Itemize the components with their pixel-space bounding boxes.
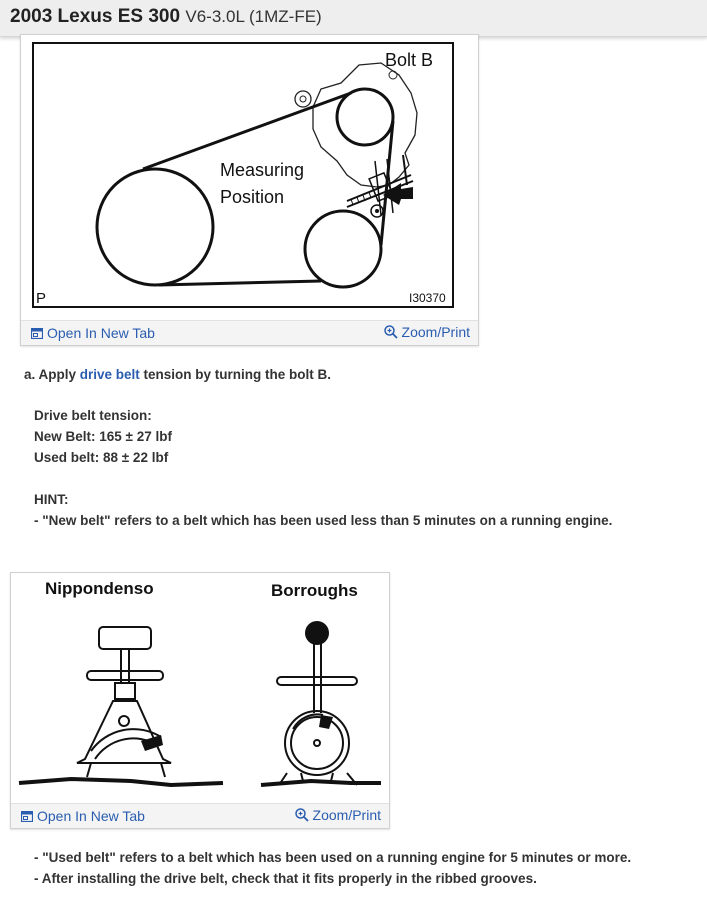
figure-corner-label: P xyxy=(36,290,47,307)
hint-heading: HINT: xyxy=(34,492,69,507)
page-title xyxy=(10,6,322,28)
open-new-tab-link[interactable] xyxy=(21,808,145,824)
bolt-b-label: Bolt B xyxy=(385,50,434,70)
nippondenso-gauge xyxy=(77,627,171,777)
drive-belt-link[interactable]: drive belt xyxy=(79,367,140,382)
idler-pulley xyxy=(337,89,393,145)
figure-toolbar xyxy=(11,803,389,828)
hint-block xyxy=(34,489,612,531)
figure-toolbar xyxy=(21,320,478,345)
hint-block-continued xyxy=(34,847,631,889)
zoom-print-link[interactable] xyxy=(384,324,470,340)
zoom-in-icon xyxy=(295,808,309,822)
belt-routing-figure xyxy=(20,34,479,346)
borroughs-knob xyxy=(305,621,329,645)
zoom-in-icon xyxy=(384,325,398,339)
open-new-tab-icon xyxy=(21,811,33,822)
tension-specs xyxy=(34,405,172,468)
tension-new-belt: New Belt: 165 ± 27 lbf xyxy=(34,429,172,444)
tension-gauge-diagram xyxy=(11,573,389,803)
open-new-tab-icon xyxy=(31,328,43,339)
tension-gauge-figure xyxy=(10,572,390,829)
open-new-tab-label: Open In New Tab xyxy=(47,325,155,341)
zoom-print-link[interactable] xyxy=(295,807,381,823)
engine-subtitle: V6-3.0L (1MZ-FE) xyxy=(185,7,322,26)
zoom-print-label: Zoom/Print xyxy=(401,324,470,340)
borroughs-label: Borroughs xyxy=(271,581,358,600)
open-new-tab-link[interactable] xyxy=(31,325,155,341)
nippondenso-label: Nippondenso xyxy=(45,579,154,598)
step-a-text xyxy=(24,364,331,385)
belt-routing-diagram xyxy=(21,35,478,319)
hint-item: - "Used belt" refers to a belt which has been used on a running engine for 5 minutes or more. xyxy=(34,850,632,865)
hint-item: - "New belt" refers to a belt which has been used less than 5 minutes on a running engine. xyxy=(34,513,613,528)
step-a-prefix: a. Apply xyxy=(24,367,80,382)
zoom-print-label: Zoom/Print xyxy=(312,807,381,823)
open-new-tab-label: Open In New Tab xyxy=(37,808,145,824)
crankshaft-pulley xyxy=(97,169,213,285)
figure-id-label: I30370 xyxy=(409,291,446,305)
vehicle-title: 2003 Lexus ES 300 xyxy=(10,6,181,27)
borroughs-gauge xyxy=(277,643,357,785)
tensioner-pulley xyxy=(305,211,381,287)
measuring-label-line2: Position xyxy=(220,187,285,207)
page-header xyxy=(0,0,707,37)
measuring-label-line1: Measuring xyxy=(220,160,305,180)
tension-heading: Drive belt tension: xyxy=(34,408,152,423)
step-a-suffix: tension by turning the bolt B. xyxy=(139,367,332,382)
hint-item: - After installing the drive belt, check that it fits properly in the ribbed grooves. xyxy=(34,871,537,886)
tension-used-belt: Used belt: 88 ± 22 lbf xyxy=(34,450,169,465)
